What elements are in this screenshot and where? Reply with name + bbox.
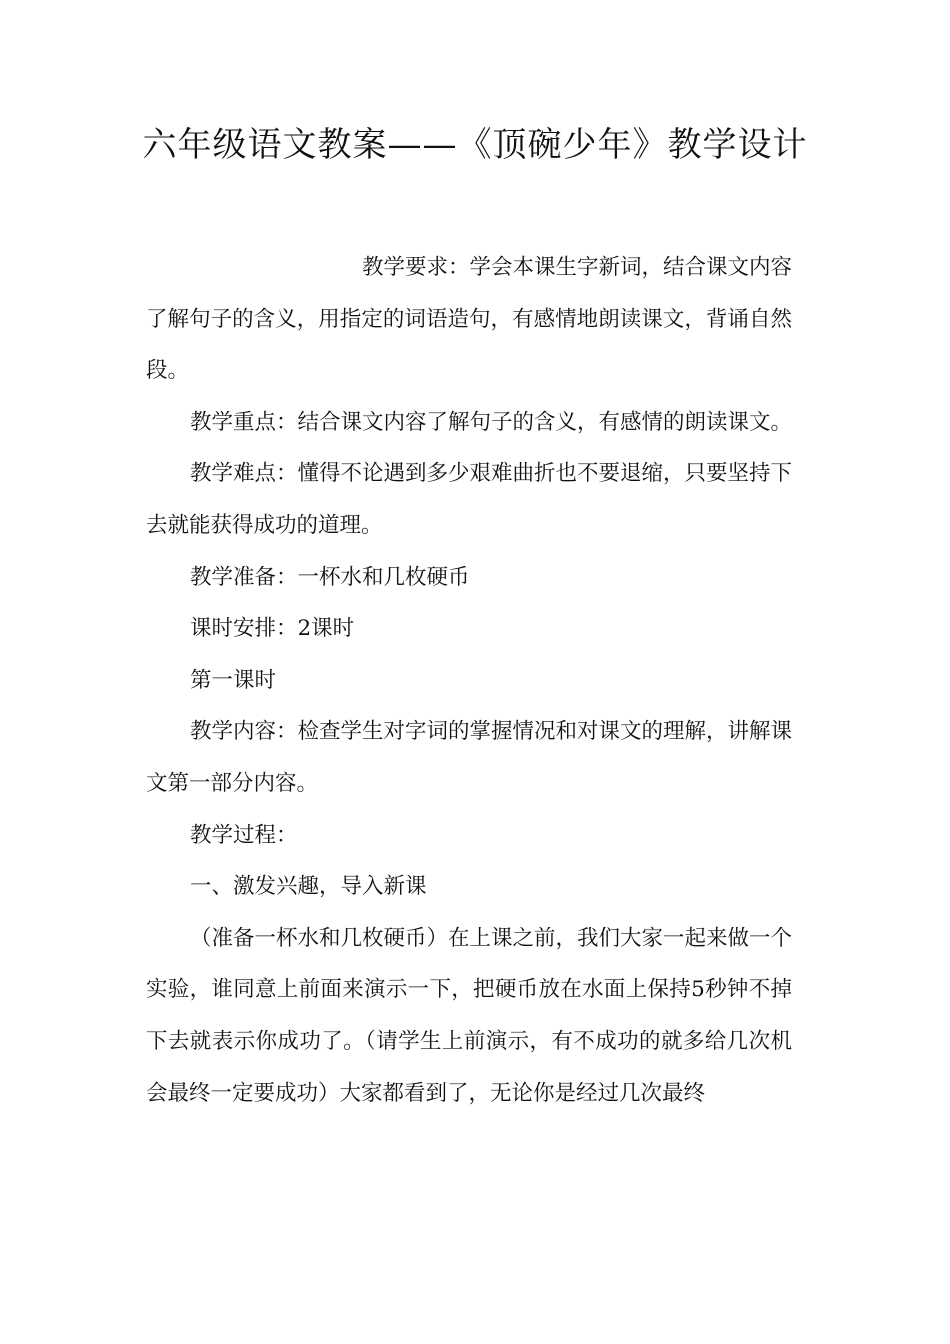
paragraph-section-one-heading: 一、激发兴趣，导入新课 <box>190 874 427 900</box>
paragraph-teaching-process: 教学过程： <box>190 822 298 848</box>
document-title: 六年级语文教案——《顶碗少年》教学设计 <box>142 125 808 165</box>
paragraph-teaching-focus: 教学重点：结合课文内容了解句子的含义，有感情的朗读课文。 <box>190 409 793 435</box>
paragraph-teaching-difficulty: 教学难点：懂得不论遇到多少艰难曲折也不要退缩，只要坚持下去就能获得成功的道理。 <box>146 461 793 538</box>
paragraph-class-hours: 课时安排：2课时 <box>190 616 355 642</box>
paragraph-teaching-content: 教学内容：检查学生对字词的掌握情况和对课文的理解，讲解课文第一部分内容。 <box>146 719 793 796</box>
document-body <box>146 242 792 1119</box>
paragraph-first-lesson-heading: 第一课时 <box>190 667 277 693</box>
paragraph-teaching-preparation: 教学准备：一杯水和几枚硬币 <box>190 564 470 590</box>
paragraph-experiment-description: （准备一杯水和几枚硬币）在上课之前，我们大家一起来做一个实验，谁同意上前面来演示一下，把硬币放在水面上保持5秒钟不掉下去就表示你成功了。（请学生上前演示，有不成功的就多给几次机会最终一定要成功）大家都看到了，无论你是经过几次最终 <box>146 925 793 1106</box>
paragraph-teaching-requirements: 教学要求：学会本课生字新词，结合课文内容了解句子的含义，用指定的词语造句，有感情地朗读课文，背诵自然段。 <box>146 255 793 384</box>
